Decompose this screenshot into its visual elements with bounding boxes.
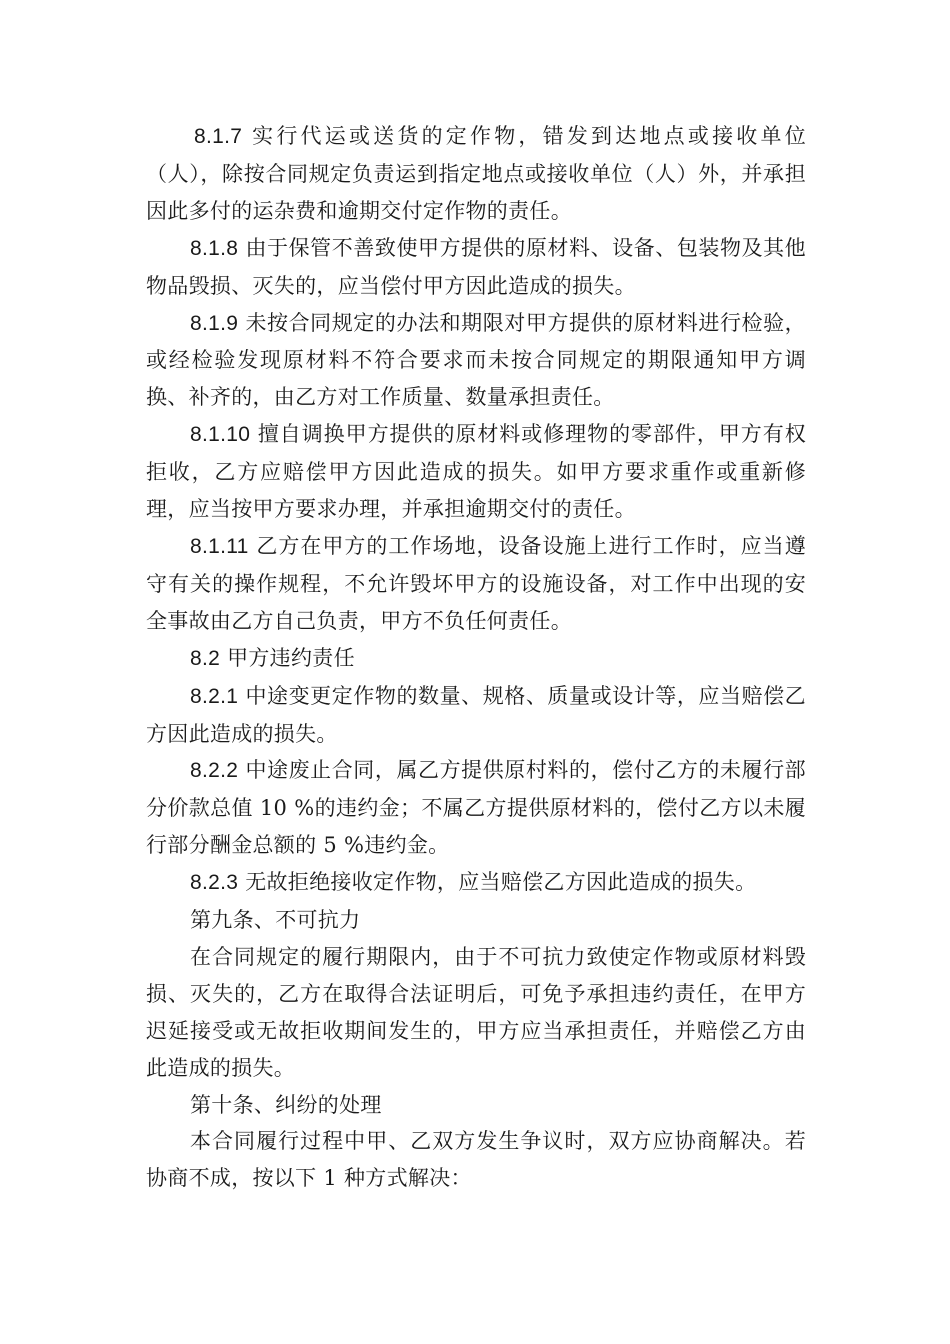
paragraph-text: 实行代运或送货的定作物，错发到达地点或接收单位（人），除按合同规定负责运到指定地点或接收单位（人）外，并承担因此多付的运杂费和逾期交付定作物的责任。 <box>146 124 806 223</box>
paragraph-text: 中途废止合同，属乙方提供原村料的，偿付乙方的未履行部分价款总值 10 %的违约金；不属乙方提供原材料的，偿付乙方以未履行部分酬金总额的 5 %违约金。 <box>146 758 806 858</box>
article-heading-10 <box>146 1087 806 1124</box>
clause-number: 8.2.2 <box>190 759 239 783</box>
heading-text: 第十条、纠纷的处理 <box>190 1092 382 1117</box>
clause-number: 8.1.10 <box>190 423 251 447</box>
clause-number: 8.1.11 <box>190 534 249 558</box>
document-body <box>146 118 806 1197</box>
paragraph-8-1-10 <box>146 416 806 528</box>
paragraph-text: 在合同规定的履行期限内，由于不可抗力致使定作物或原材料毁损、灭失的，乙方在取得合法证明后，可免予承担违约责任，在甲方迟延接受或无故拒收期间发生的，甲方应当承担责任，并赔偿乙方由此造成的损失。 <box>146 944 806 1080</box>
paragraph-text: 由于保管不善致使甲方提供的原材料、设备、包装物及其他物品毁损、灭失的，应当偿付甲方因此造成的损失。 <box>146 235 806 298</box>
paragraph-text: 未按合同规定的办法和期限对甲方提供的原材料进行检验，或经检验发现原材料不符合要求而未按合同规定的期限通知甲方调换、补齐的，由乙方对工作质量、数量承担责任。 <box>146 310 806 410</box>
clause-number: 8.1.7 <box>194 125 243 148</box>
paragraph-text: 乙方在甲方的工作场地，设备设施上进行工作时，应当遵守有关的操作规程，不允许毁坏甲方的设施设备，对工作中出现的安全事故由乙方自己负责，甲方不负任何责任。 <box>146 533 807 633</box>
article-heading-9 <box>146 902 806 939</box>
clause-number: 8.1.9 <box>190 311 239 335</box>
clause-number: 8.2 <box>190 646 221 670</box>
clause-number: 8.1.8 <box>190 236 239 260</box>
paragraph-text: 本合同履行过程中甲、乙双方发生争议时，双方应协商解决。若协商不成，按以下 1 种方式解决： <box>146 1129 806 1191</box>
paragraph-8-1-11 <box>146 528 806 640</box>
paragraph-force-majeure <box>146 939 806 1087</box>
paragraph-text: 中途变更定作物的数量、规格、质量或设计等，应当赔偿乙方因此造成的损失。 <box>146 683 806 746</box>
paragraph-text: 无故拒绝接收定作物，应当赔偿乙方因此造成的损失。 <box>245 870 757 895</box>
clause-number: 8.2.3 <box>190 871 239 895</box>
paragraph-8-2-2 <box>146 752 806 864</box>
heading-text: 甲方违约责任 <box>227 645 355 670</box>
paragraph-8-1-7 <box>146 118 806 230</box>
paragraph-8-1-9 <box>146 305 806 417</box>
paragraph-text: 擅自调换甲方提供的原材料或修理物的零部件，甲方有权拒收，乙方应赔偿甲方因此造成的损失。如甲方要求重作或重新修理，应当按甲方要求办理，并承担逾期交付的责任。 <box>146 422 807 522</box>
paragraph-8-2-3 <box>146 864 806 902</box>
clause-number: 8.2.1 <box>190 684 239 708</box>
paragraph-8-2-1 <box>146 678 806 753</box>
paragraph-8-1-8 <box>146 230 806 305</box>
heading-text: 第九条、不可抗力 <box>190 908 361 933</box>
section-heading-8-2 <box>146 640 806 678</box>
paragraph-dispute <box>146 1123 806 1197</box>
